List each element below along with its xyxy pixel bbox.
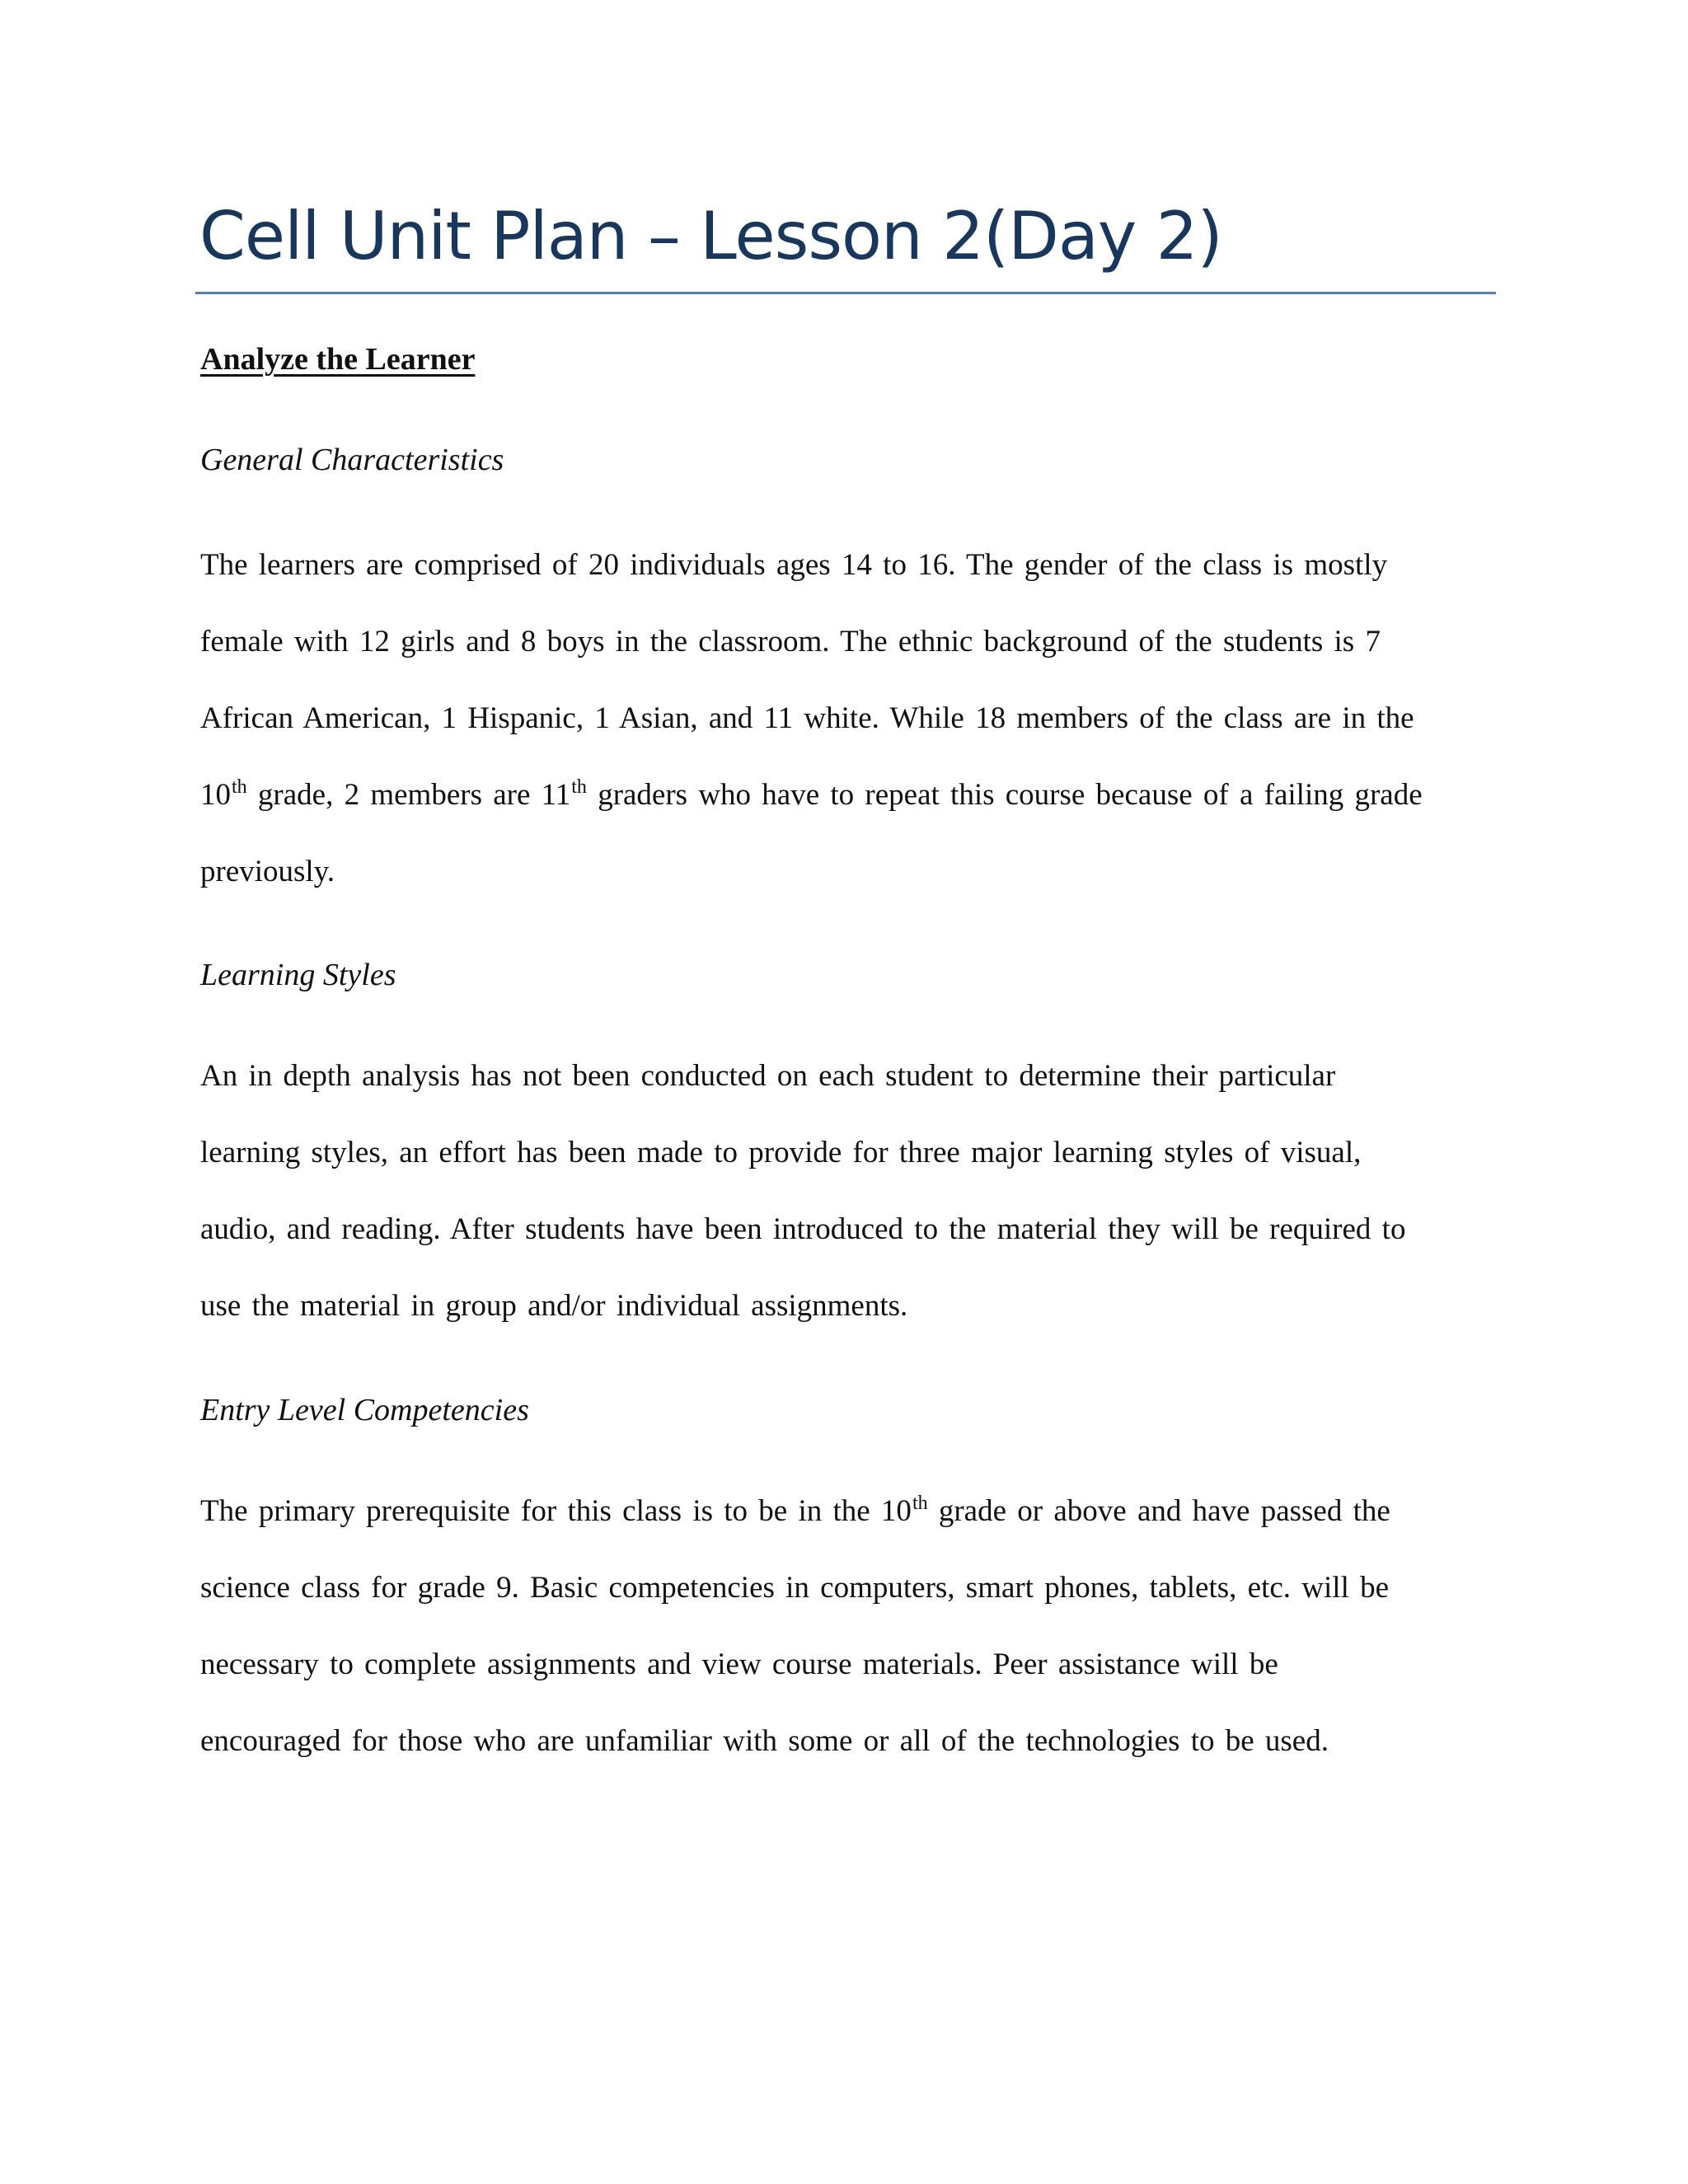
- line-fragment: grade, 2 members are 11: [246, 778, 571, 812]
- paragraph-line: previously.: [200, 855, 335, 888]
- paragraph-line: learning styles, an effort has been made to provide for three major learning styles of visual,: [200, 1136, 1362, 1169]
- superscript: th: [232, 776, 247, 798]
- paragraph-line: [200, 757, 1503, 833]
- subheading-entry-level-competencies: Entry Level Competencies: [200, 1393, 529, 1427]
- document-title: Cell Unit Plan – Lesson 2(Day 2): [199, 198, 1222, 274]
- line-fragment: 10: [200, 778, 231, 812]
- paragraph-line: necessary to complete assignments and view course materials. Peer assistance will be: [200, 1647, 1278, 1681]
- paragraph-line: An in depth analysis has not been conducted on each student to determine their particular: [200, 1059, 1336, 1093]
- paragraph-line: encouraged for those who are unfamiliar with some or all of the technologies to be used.: [200, 1724, 1329, 1758]
- paragraph-line: [200, 1473, 1503, 1549]
- paragraph-line: science class for grade 9. Basic competencies in computers, smart phones, tablets, etc. will be: [200, 1571, 1390, 1605]
- superscript: th: [912, 1493, 928, 1514]
- paragraph-general-characteristics: [200, 527, 1503, 910]
- paragraph-line: female with 12 girls and 8 boys in the classroom. The ethnic background of the students is 7: [200, 625, 1381, 658]
- paragraph-line: The learners are comprised of 20 individuals ages 14 to 16. The gender of the class is mostly: [200, 548, 1388, 582]
- paragraph-entry-level-competencies: [200, 1473, 1503, 1779]
- line-fragment: grade or above and have passed the: [927, 1494, 1390, 1528]
- line-fragment: graders who have to repeat this course because of a failing grade: [586, 778, 1423, 812]
- title-divider: [195, 292, 1496, 294]
- paragraph-learning-styles: [200, 1038, 1503, 1344]
- line-fragment: The primary prerequisite for this class is to be in the 10: [200, 1494, 912, 1528]
- paragraph-line: use the material in group and/or individual assignments.: [200, 1289, 908, 1323]
- paragraph-line: audio, and reading. After students have been introduced to the material they will be required to: [200, 1212, 1406, 1246]
- paragraph-line: African American, 1 Hispanic, 1 Asian, and 11 white. While 18 members of the class are in the: [200, 701, 1414, 735]
- superscript: th: [571, 776, 587, 798]
- subheading-general-characteristics: General Characteristics: [200, 443, 504, 477]
- section-heading-analyze-learner: Analyze the Learner: [200, 342, 476, 377]
- subheading-learning-styles: Learning Styles: [200, 958, 396, 992]
